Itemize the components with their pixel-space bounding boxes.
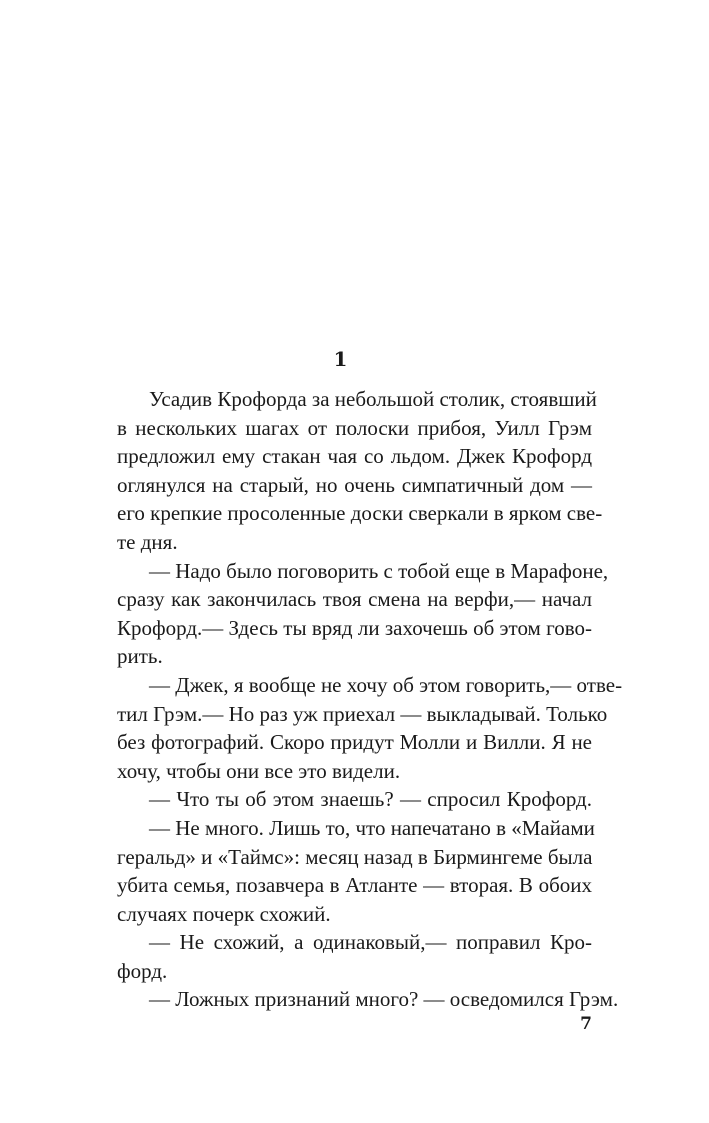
chapter-number: 1 xyxy=(333,347,348,371)
text-line: — Не схожий, а одинаковый,— поправил Кро- xyxy=(149,930,592,955)
text-line: рить. xyxy=(117,644,163,669)
text-line: — Ложных признаний много? — осведомился Грэм. xyxy=(149,987,619,1012)
text-line: предложил ему стакан чая со льдом. Джек Крофорд xyxy=(117,444,592,469)
page-number: 7 xyxy=(580,1014,592,1034)
text-line: форд. xyxy=(117,958,168,983)
text-line: Усадив Крофорда за небольшой столик, стоявший xyxy=(149,387,597,411)
text-line: — Не много. Лишь то, что напечатано в «Майами xyxy=(149,815,595,840)
body-text xyxy=(117,385,623,1014)
text-line: в нескольких шагах от полоски прибоя, Уилл Грэм xyxy=(117,415,592,440)
text-line: те дня. xyxy=(117,529,178,554)
text-line: случаях почерк схожий. xyxy=(117,901,331,926)
text-line: без фотографий. Скоро придут Молли и Вилли. Я не xyxy=(117,730,592,755)
text-line: тил Грэм.— Но раз уж приехал — выкладывай. Только xyxy=(117,701,608,726)
text-line: его крепкие просоленные доски сверкали в ярком све- xyxy=(117,501,603,526)
text-line: — Джек, я вообще не хочу об этом говорить,— отве- xyxy=(149,672,623,697)
text-line: — Что ты об этом знаешь? — спросил Крофорд. xyxy=(149,787,592,812)
text-line: хочу, чтобы они все это видели. xyxy=(117,758,401,783)
text-line: сразу как закончилась твоя смена на верфи,— начал xyxy=(117,587,592,612)
text-line: — Надо было поговорить с тобой еще в Марафоне, xyxy=(149,558,609,583)
text-line: убита семья, позавчера в Атланте — вторая. В обоих xyxy=(117,873,592,898)
text-line: геральд» и «Таймс»: месяц назад в Бирмингеме была xyxy=(117,844,593,869)
text-line: оглянулся на старый, но очень симпатичный дом — xyxy=(117,472,592,497)
text-line: Крофорд.— Здесь ты вряд ли захочешь об этом гово- xyxy=(117,615,592,640)
